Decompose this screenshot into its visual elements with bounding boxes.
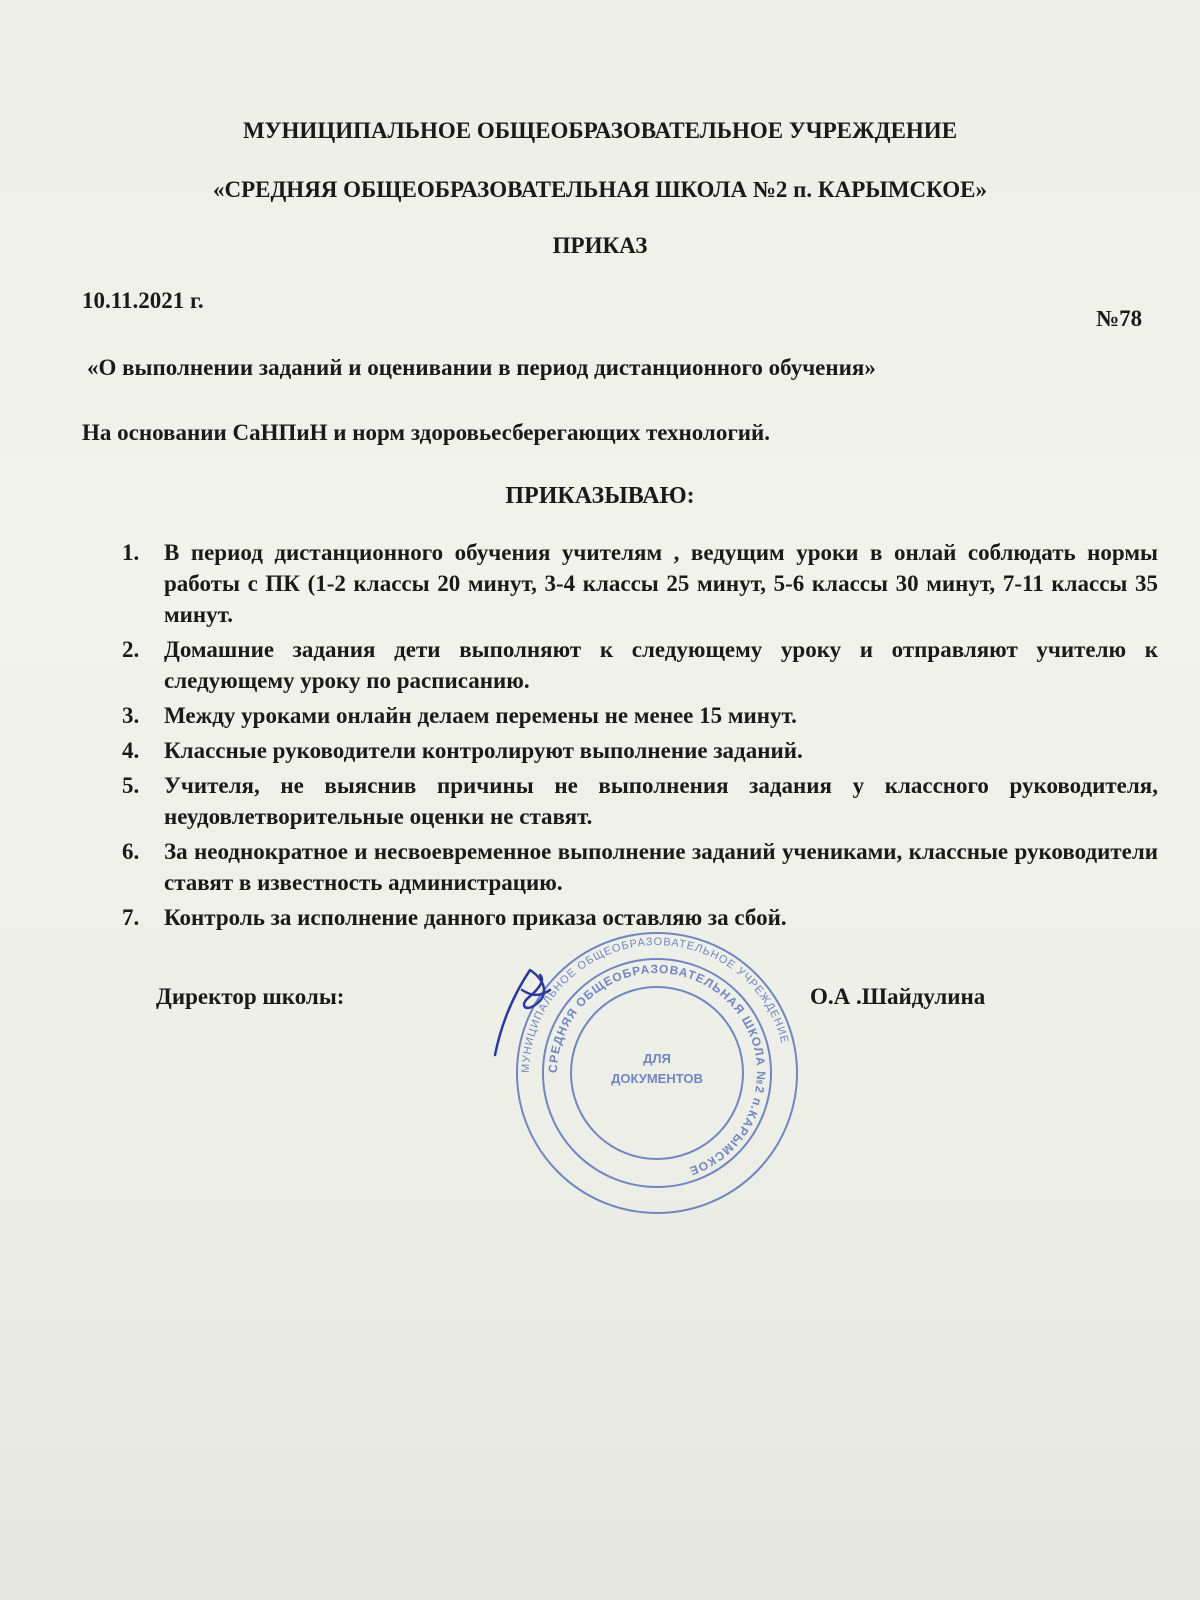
list-item-text: Домашние задания дети выполняют к следующему уроку и отправляют учителю к следующему уроку по расписанию. — [164, 637, 1158, 693]
order-basis: На основании СаНПиН и норм здоровьесберегающих технологий. — [82, 420, 771, 445]
list-item-number: 2. — [122, 637, 140, 662]
list-item-text: Между уроками онлайн делаем перемены не менее 15 минут. — [164, 703, 797, 728]
list-item-number: 3. — [122, 703, 140, 728]
list-item-number: 4. — [122, 738, 140, 763]
list-item — [80, 735, 1158, 766]
list-item — [80, 634, 1158, 696]
list-item — [80, 700, 1158, 731]
order-number: №78 — [1096, 306, 1143, 331]
institution-heading: МУНИЦИПАЛЬНОЕ ОБЩЕОБРАЗОВАТЕЛЬНОЕ УЧРЕЖДЕНИЕ — [242, 118, 958, 143]
document-type-title: ПРИКАЗ — [552, 233, 648, 258]
order-subject: «О выполнении заданий и оценивании в период дистанционного обучения» — [87, 355, 876, 380]
list-item — [80, 770, 1158, 832]
list-item-text: Классные руководители контролируют выполнение заданий. — [164, 738, 803, 763]
order-directive-heading: ПРИКАЗЫВАЮ: — [505, 483, 695, 509]
order-date: 10.11.2021 г. — [82, 288, 204, 313]
svg-text:ДОКУМЕНТОВ: ДОКУМЕНТОВ — [611, 1071, 703, 1086]
list-item-number: 1. — [122, 540, 140, 565]
list-item-text: Контроль за исполнение данного приказа оставляю за сбой. — [164, 905, 787, 930]
list-item — [80, 537, 1158, 630]
list-item-number: 5. — [122, 773, 140, 798]
list-item-text: В период дистанционного обучения учителям , ведущим уроки в онлай соблюдать нормы работы с ПК (1-2 классы 20 минут, 3-4 классы 25 минут, 5-6 классы 30 минут, 7-11 классы 35 минут. — [164, 540, 1158, 627]
list-item-text: За неоднократное и несвоевременное выполнение заданий учениками, классные руководители ставят в известность администрацию. — [164, 839, 1158, 895]
handwritten-signature-icon — [490, 960, 580, 1060]
school-name-heading: «СРЕДНЯЯ ОБЩЕОБРАЗОВАТЕЛЬНАЯ ШКОЛА №2 п. КАРЫМСКОЕ» — [212, 177, 987, 202]
list-item-number: 6. — [122, 839, 140, 864]
order-items-list — [80, 537, 1158, 937]
list-item — [80, 836, 1158, 898]
svg-text:ДЛЯ: ДЛЯ — [643, 1051, 671, 1066]
signature-title: Директор школы: — [156, 984, 345, 1009]
signature-name: О.А .Шайдулина — [810, 984, 986, 1009]
svg-text:СРЕДНЯЯ ОБЩЕОБРАЗОВАТЕЛЬНАЯ ШК: СРЕДНЯЯ ОБЩЕОБРАЗОВАТЕЛЬНАЯ ШКОЛА №2 п.КАРЫМСКОЕ — [545, 961, 769, 1179]
list-item-text: Учителя, не выяснив причины не выполнения задания у классного руководителя, неудовлетворительные оценки не ставят. — [164, 773, 1158, 829]
list-item-number: 7. — [122, 905, 140, 930]
svg-text:МУНИЦИПАЛЬНОЕ ОБЩЕОБРАЗОВАТЕЛЬ: МУНИЦИПАЛЬНОЕ ОБЩЕОБРАЗОВАТЕЛЬНОЕ УЧРЕЖДЕНИЕ — [519, 935, 791, 1074]
